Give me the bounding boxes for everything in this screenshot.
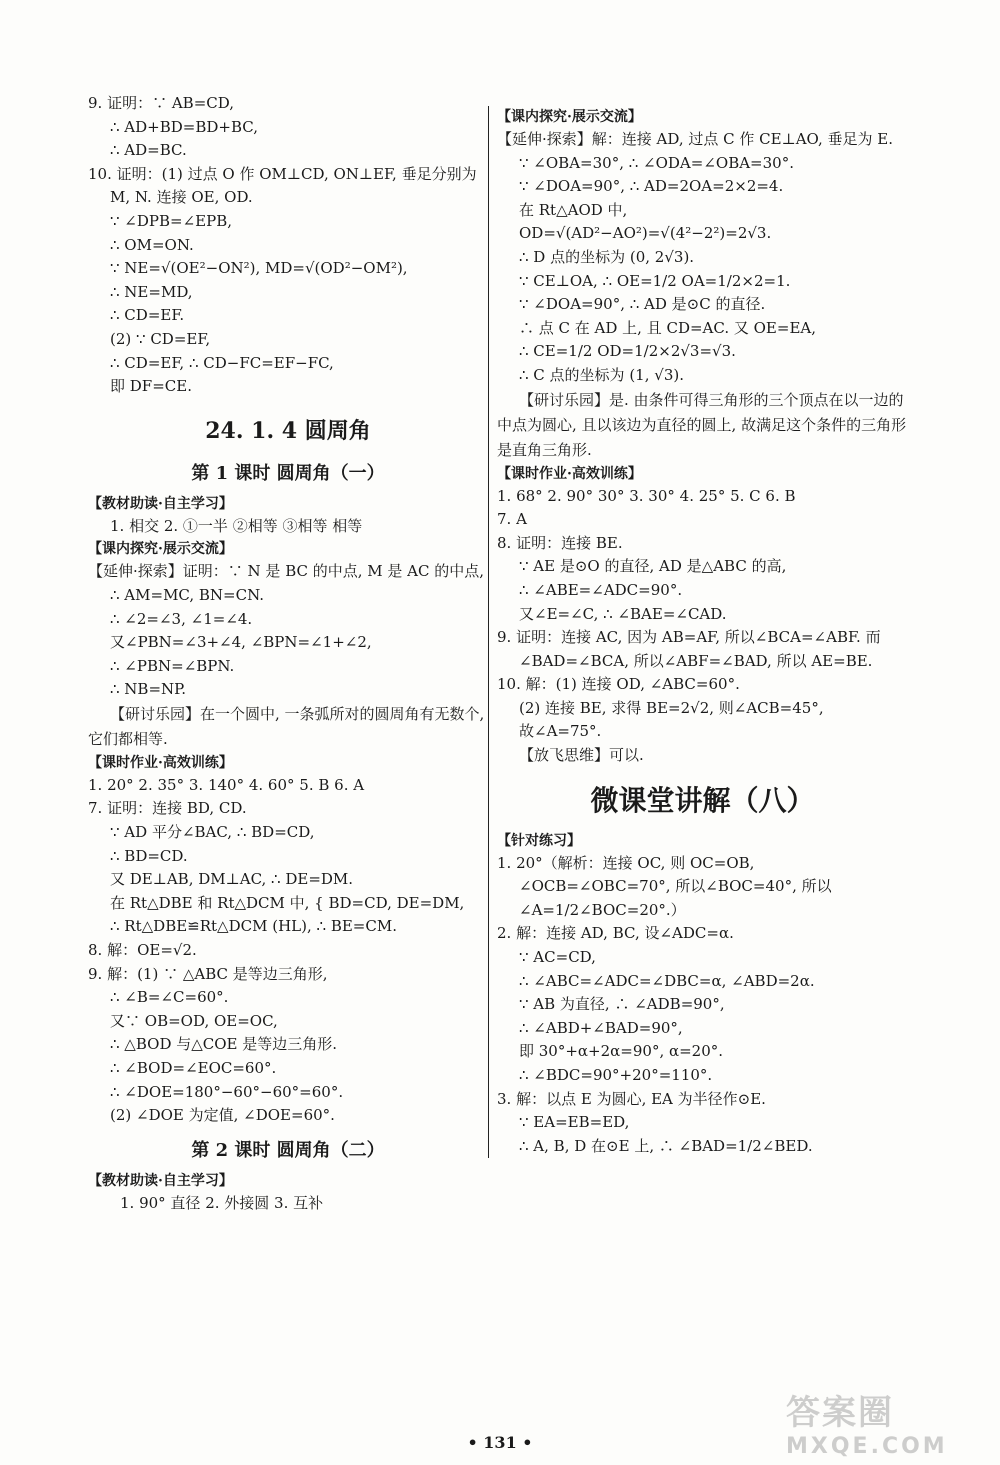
- text-line: 10. 证明：(1) 过点 O 作 OM⊥CD, ON⊥EF, 垂足分别为 M, N. 连接 OE, OD.: [88, 164, 477, 207]
- text-line: ∴ NE=MD,: [110, 282, 193, 301]
- text-line: OD=√(AD²−AO²)=√(4²−2²)=2√3.: [519, 224, 772, 243]
- text-line: ∴ ∠BOD=∠EOC=60°.: [110, 1059, 277, 1077]
- left-column: [88, 92, 488, 1215]
- section-header: 【课内探究·展示交流】: [497, 109, 642, 125]
- text-line: 1. 20° 2. 35° 3. 140° 4. 60° 5. B 6. A: [88, 775, 365, 794]
- text-line: 1. 相交 2. ①一半 ②相等 ③相等 相等: [110, 516, 363, 535]
- text-line: 即 DF=CE.: [110, 377, 192, 396]
- text-line: ∴ ∠ABD+∠BAD=90°,: [519, 1018, 683, 1037]
- text-line: ∴ C 点的坐标为 (1, √3).: [519, 365, 684, 384]
- text-line: ∴ D 点的坐标为 (0, 2√3).: [519, 247, 695, 266]
- watermark-top: 答案圈: [786, 1393, 894, 1433]
- section-header: 【针对练习】: [497, 832, 581, 849]
- text-line: ∵ CE⊥OA, ∴ OE=1/2 OA=1/2×2=1.: [519, 271, 791, 290]
- text-line: ∴ ∠PBN=∠BPN.: [110, 656, 235, 675]
- text-line: ∵ AE 是⊙O 的直径, AD 是△ABC 的高,: [519, 557, 787, 576]
- text-line: 又∵ OB=OD, OE=OC,: [110, 1011, 278, 1030]
- paragraph: 【研讨乐园】在一个圆中, 一条弧所对的圆周角有无数个, 它们都相等.: [88, 704, 485, 748]
- text-line: 在 Rt△AOD 中,: [519, 200, 628, 219]
- text-line: 又∠PBN=∠3+∠4, ∠BPN=∠1+∠2,: [110, 633, 372, 652]
- text-line: ∴ CD=EF.: [110, 306, 185, 325]
- text-line: (2) 连接 BE, 求得 BE=2√2, 则∠ACB=45°,: [519, 698, 824, 717]
- text-line: ∵ NE=√(OE²−ON²), MD=√(OD²−OM²),: [110, 259, 408, 278]
- lesson-title: 第 2 课时 圆周角（二）: [191, 1139, 385, 1161]
- text-line: ∴ CD=EF, ∴ CD−FC=EF−FC,: [110, 353, 334, 372]
- text-line: 1. 68° 2. 90° 30° 3. 30° 4. 25° 5. C 6. B: [497, 486, 796, 505]
- text-line: (2) ∠DOE 为定值, ∠DOE=60°.: [110, 1106, 335, 1125]
- text-line: 7. 证明：连接 BD, CD.: [88, 799, 247, 818]
- text-line: 1. 20°（解析：连接 OC, 则 OC=OB, ∠OCB=∠OBC=70°, 所以∠BOC=40°, 所以∠A=1/2∠BOC=20°.）: [497, 853, 832, 919]
- lesson-title: 第 1 课时 圆周角（一）: [191, 462, 385, 484]
- text-line: ∴ AD=BC.: [110, 141, 187, 160]
- text-line: 2. 解：连接 AD, BC, 设∠ADC=α.: [497, 924, 734, 943]
- text-line: ∴ NB=NP.: [110, 680, 186, 699]
- section-header: 【教材助读·自主学习】: [88, 495, 233, 512]
- text-line: ∴ AM=MC, BN=CN.: [110, 585, 265, 604]
- text-line: 8. 解：OE=√2.: [88, 941, 197, 960]
- text-line: ∵ ∠OBA=30°, ∴ ∠ODA=∠OBA=30°.: [519, 153, 794, 172]
- section-title: 24. 1. 4 圆周角: [205, 417, 371, 444]
- text-line: 1. 90° 直径 2. 外接圆 3. 互补: [120, 1193, 324, 1212]
- text-line: ∴ A, B, D 在⊙E 上, ∴ ∠BAD=1/2∠BED.: [519, 1136, 813, 1155]
- section-header: 【课时作业·高效训练】: [88, 754, 233, 771]
- section-title: 微课堂讲解（八）: [590, 783, 815, 817]
- text-line: 9. 解：(1) ∵ △ABC 是等边三角形,: [88, 964, 328, 983]
- text-line: ∵ ∠DOA=90°, ∴ AD=2OA=2×2=4.: [519, 177, 784, 196]
- text-line: ∴ △BOD 与△COE 是等边三角形.: [110, 1035, 338, 1054]
- text-line: ∴ Rt△DBE≌Rt△DCM (HL), ∴ BE=CM.: [110, 917, 397, 936]
- section-header: 【教材助读·自主学习】: [88, 1172, 233, 1189]
- text-line: ∴ CE=1/2 OD=1/2×2√3=√3.: [519, 342, 736, 361]
- text-line: ∴ ∠2=∠3, ∠1=∠4.: [110, 609, 253, 628]
- section-header: 【课内探究·展示交流】: [88, 541, 233, 558]
- right-column: [488, 106, 908, 1158]
- text-line: 8. 证明：连接 BE.: [497, 533, 623, 552]
- text-line: ∴ ∠BDC=90°+20°=110°.: [519, 1066, 713, 1084]
- text-line: 9. 证明：连接 AC, 因为 AB=AF, 所以∠BCA=∠ABF. 而∠BAD=∠BCA, 所以∠ABF=∠BAD, 所以 AE=BE.: [497, 628, 881, 670]
- text-line: ∵ EA=EB=ED,: [519, 1113, 630, 1132]
- text-line: ∴ BD=CD.: [110, 846, 188, 865]
- watermark-bottom: MXQE.COM: [786, 1434, 948, 1459]
- text-line: ∴ ∠ABE=∠ADC=90°.: [519, 580, 683, 599]
- text-line: 9. 证明：∵ AB=CD,: [88, 94, 235, 112]
- text-line: 又 DE⊥AB, DM⊥AC, ∴ DE=DM.: [110, 870, 354, 889]
- text-line: 【放飞思维】可以.: [519, 746, 644, 765]
- text-line: 【延伸·探索】证明：∵ N 是 BC 的中点, M 是 AC 的中点,: [88, 562, 485, 581]
- text-line: (2) ∵ CD=EF,: [110, 329, 211, 348]
- paragraph: 【研讨乐园】是. 由条件可得三角形的三个顶点在以一边的中点为圆心, 且以该边为直径的圆上, 故满足这个条件的三角形是直角三角形.: [497, 390, 907, 459]
- text-line: 在 Rt△DBE 和 Rt△DCM 中, { BD=CD, DE=DM,: [110, 893, 465, 912]
- text-line: ∵ AC=CD,: [519, 948, 596, 967]
- section-header: 【课时作业·高效训练】: [497, 465, 642, 482]
- text-line: ∴ ∠DOE=180°−60°−60°=60°.: [110, 1082, 344, 1101]
- text-line: ∴ AD+BD=BD+BC,: [110, 117, 258, 136]
- text-line: 【延伸·探索】解：连接 AD, 过点 C 作 CE⊥AO, 垂足为 E.: [497, 130, 893, 148]
- text-line: ∵ ∠DPB=∠EPB,: [110, 211, 232, 230]
- text-line: ∴ OM=ON.: [110, 235, 194, 254]
- text-line: ∵ AB 为直径, ∴ ∠ADB=90°,: [519, 995, 725, 1014]
- page-number: • 131 •: [467, 1433, 533, 1452]
- watermark-logo: [786, 1385, 986, 1459]
- text-line: 又∠E=∠C, ∴ ∠BAE=∠CAD.: [519, 604, 727, 623]
- text-line: 即 30°+α+2α=90°, α=20°.: [519, 1042, 724, 1061]
- text-line: 7. A: [497, 510, 527, 529]
- text-line: 3. 解：以点 E 为圆心, EA 为半径作⊙E.: [497, 1089, 766, 1108]
- text-line: 10. 解：(1) 连接 OD, ∠ABC=60°.: [497, 675, 740, 694]
- text-line: ∴ 点 C 在 AD 上, 且 CD=AC. 又 OE=EA,: [519, 318, 816, 337]
- text-line: ∴ ∠B=∠C=60°.: [110, 988, 229, 1007]
- text-line: ∴ ∠ABC=∠ADC=∠DBC=α, ∠ABD=2α.: [519, 971, 815, 990]
- text-line: ∵ AD 平分∠BAC, ∴ BD=CD,: [110, 823, 315, 842]
- text-line: ∵ ∠DOA=90°, ∴ AD 是⊙C 的直径.: [519, 295, 766, 314]
- text-line: 故∠A=75°.: [519, 722, 602, 741]
